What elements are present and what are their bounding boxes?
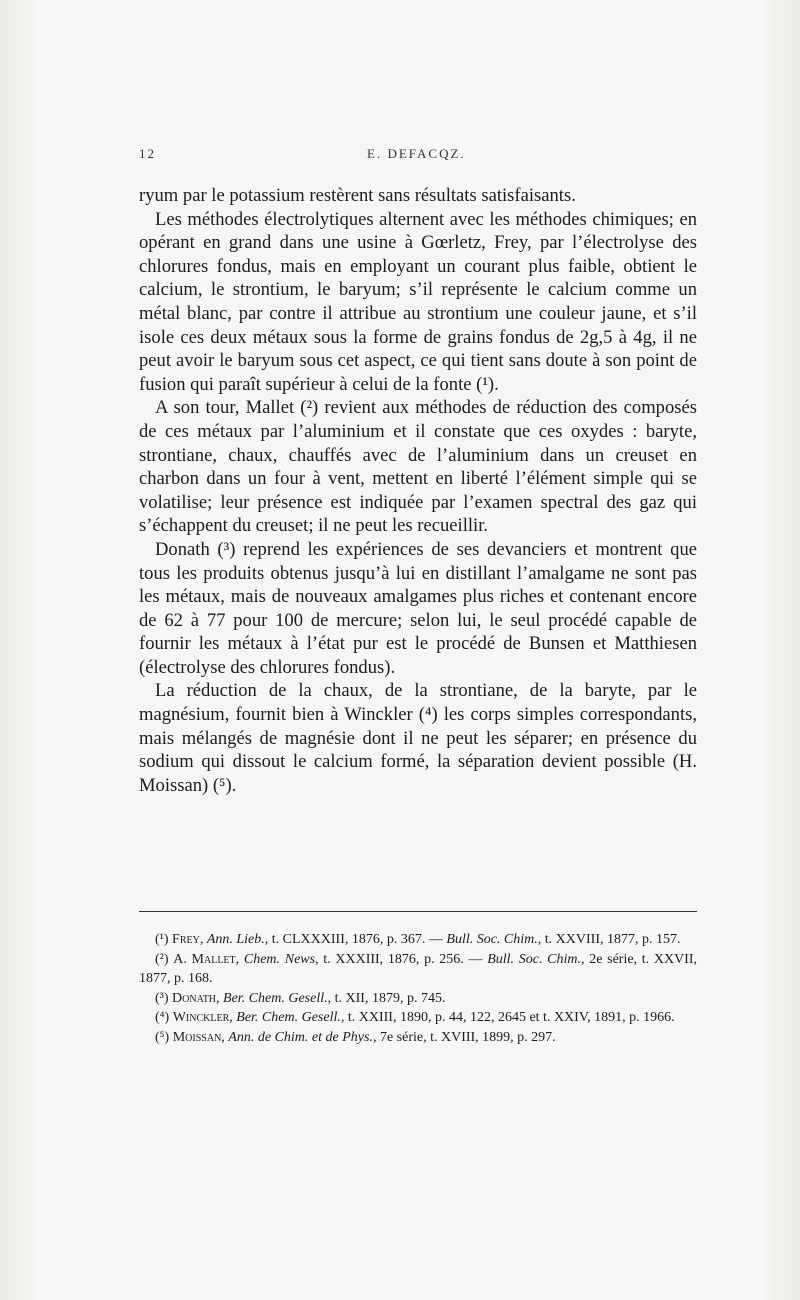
- footnote-author: A. Mallet,: [173, 951, 240, 967]
- footnote-journal: Chem. News: [243, 951, 316, 967]
- body-text: [139, 184, 697, 797]
- footnote-journal: Ann. de Chim. et de Phys.: [228, 1029, 373, 1045]
- footnote-ref: , t. XXIII, 1890, p. 44, 122, 2645 et t. XXIV, 1891, p. 1966.: [340, 1010, 675, 1026]
- running-title: E. DEFACQZ.: [367, 146, 466, 161]
- footnote: [139, 1028, 697, 1048]
- paragraph-mallet: A son tour, Mallet (²) revient aux méthodes de réduction des composés de ces métaux par l’aluminium et il constate que ces oxydes : baryte, strontiane, chaux, chauffés avec de l’aluminium dans un creuset en charbon dans un four à vent, mettent en liberté l’élément simple qui se volatilise; leur présence est indiquée par l’examen spectral des gaz qui s’échappent du creuset; il ne peut les recueillir.: [139, 397, 697, 537]
- footnote-mark: (⁵): [155, 1029, 173, 1045]
- footnote-author: Winckler,: [172, 1010, 233, 1026]
- footnote: [139, 950, 697, 989]
- footnote-mark: (¹): [155, 932, 173, 947]
- footnote-journal: Bull. Soc. Chim.: [487, 951, 581, 967]
- footnote-ref: , t. XXXIII, 1876, p. 256. —: [315, 951, 488, 967]
- footnote: [139, 1008, 697, 1028]
- footnote: [139, 930, 697, 950]
- footnote-separator: [139, 911, 697, 912]
- paragraph-electrolytic-methods: Les méthodes électrolytiques alternent avec les méthodes chimiques; en opérant en grand dans une usine à Gœrletz, Frey, par l’électrolyse des chlorures fondus, mais en employant un courant plus faible, obtient le calcium, le strontium, le baryum; s’il représente le calcium comme un métal blanc, par contre il attribue au strontium une couleur jaune, et s’il isole ces deux métaux sous la forme de grains fondus de 2g,5 à 4g, il ne peut avoir le baryum sous cet aspect, ce qui tient sans doute à son point de fusion qui paraît supérieur à celui de la fonte (¹).: [139, 208, 697, 395]
- footnote-author: Moissan,: [172, 1029, 225, 1045]
- footnote-ref: , t. XII, 1879, p. 745.: [327, 990, 446, 1006]
- paragraph-reduction: La réduction de la chaux, de la strontiane, de la baryte, par le magnésium, fournit bien à Winckler (⁴) les corps simples correspondants, mais mélangés de magnésie dont il ne peut les séparer; en présence du sodium qui dissout le calcium formé, la séparation devient possible (H. Moissan) (⁵).: [139, 680, 697, 796]
- footnote-journal: Ber. Chem. Gesell.: [223, 990, 328, 1006]
- footnote-mark: (³): [155, 990, 173, 1006]
- footnote-mark: (⁴): [155, 1010, 173, 1026]
- footnote-ref: , t. XXVIII, 1877, p. 157.: [537, 932, 681, 947]
- footnote-ref: , 7e série, t. XVIII, 1899, p. 297.: [372, 1029, 556, 1045]
- page-number: 12: [139, 146, 156, 161]
- footnote-ref: , 2e série, t. XXVII, 1877, p. 168.: [139, 951, 697, 987]
- footnote: [139, 989, 697, 1009]
- page-header: [139, 146, 697, 168]
- paragraph-donath: Donath (³) reprend les expériences de ses devanciers et montrent que tous les produits obtenus jusqu’à lui en distillant l’amalgame ne sont pas les métaux, mais de nouveaux amalgames plus riches et contenant encore de 62 à 77 pour 100 de mercure; selon lui, le seul procédé capable de fournir les métaux à l’état pur est le procédé de Bunsen et Matthiesen (électrolyse des chlorures fondus).: [139, 538, 697, 678]
- footnote-ref: , t. CLXXXIII, 1876, p. 367. —: [264, 932, 447, 947]
- footnote-journal: Ann. Lieb.: [206, 932, 265, 947]
- footnote-author: Frey,: [172, 932, 204, 947]
- footnotes: [139, 930, 697, 1048]
- footnote-mark: (²): [155, 951, 174, 967]
- paragraph-continuation: ryum par le potassium restèrent sans résultats satisfaisants.: [139, 185, 576, 206]
- footnote-journal: Ber. Chem. Gesell.: [236, 1010, 341, 1026]
- footnote-journal: Bull. Soc. Chim.: [446, 932, 538, 947]
- footnote-author: Donath,: [172, 990, 220, 1006]
